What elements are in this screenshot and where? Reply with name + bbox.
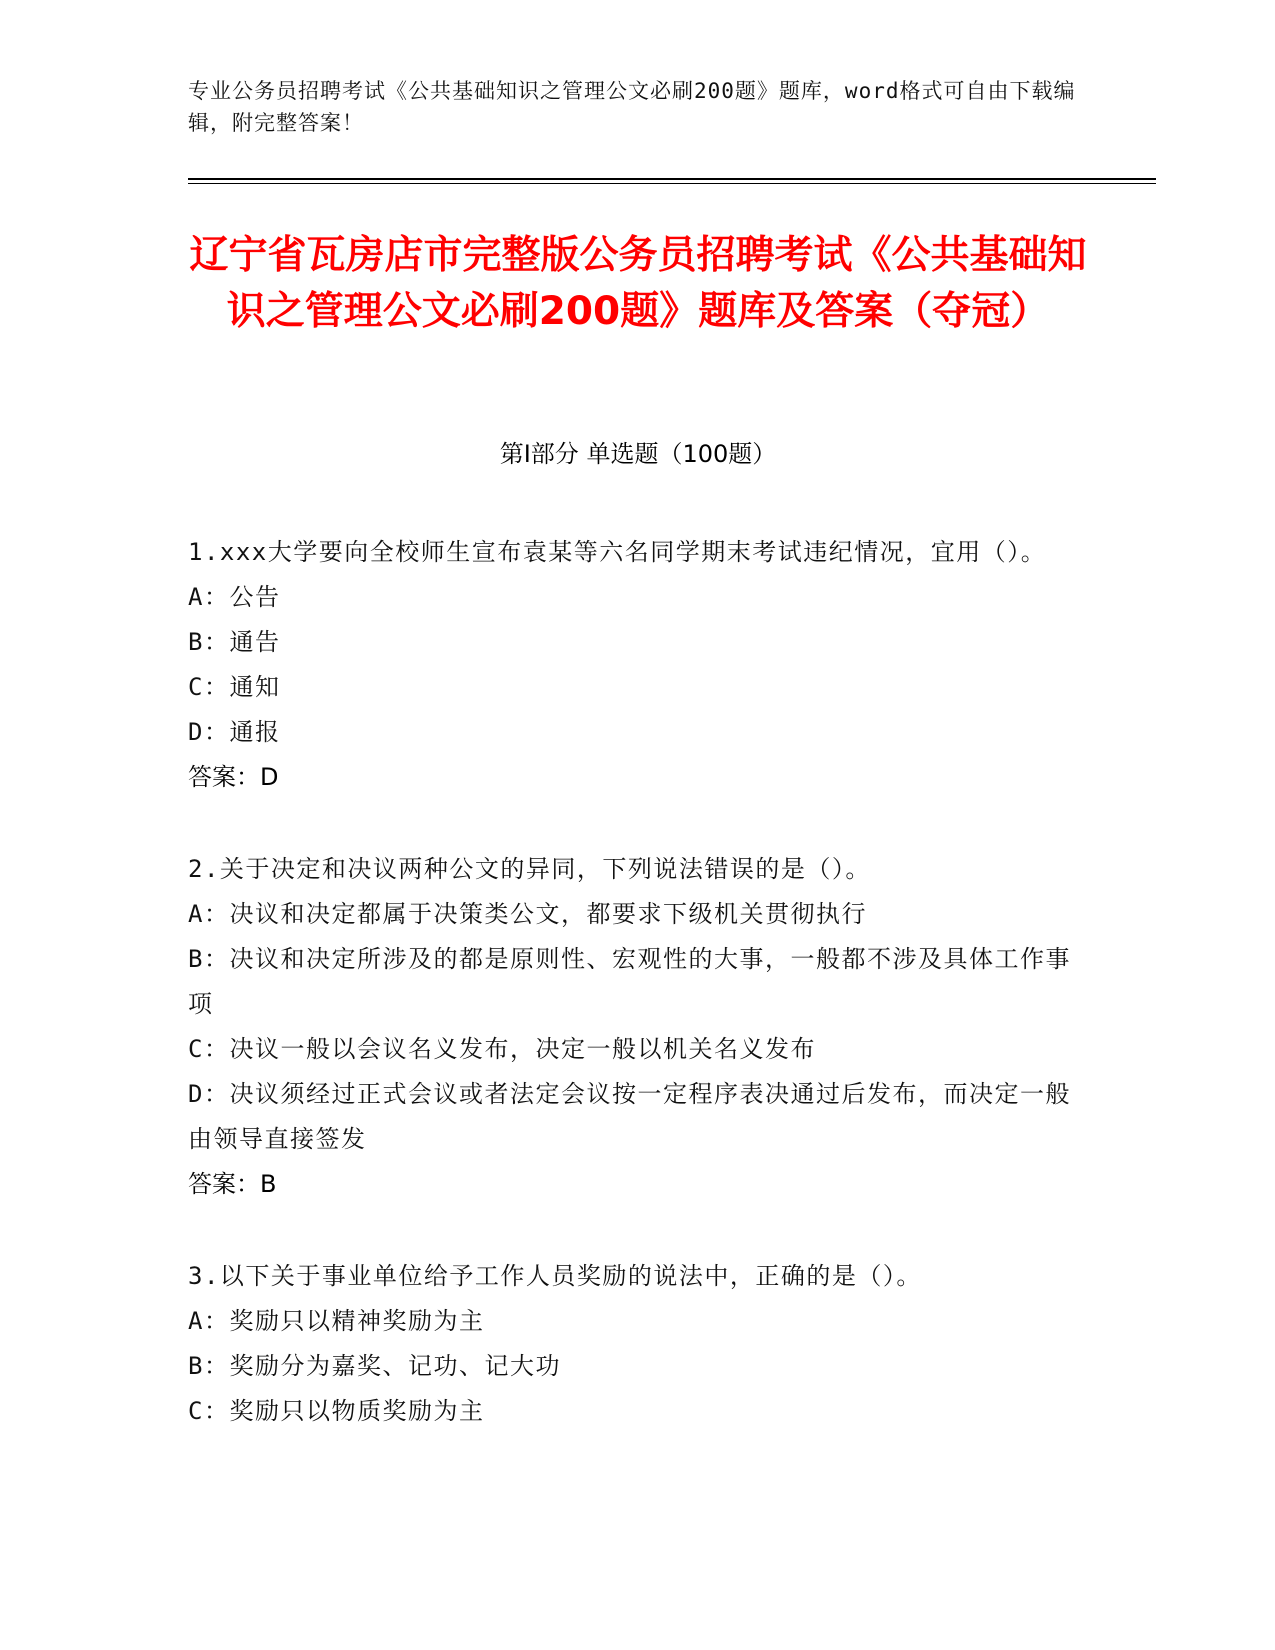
option-d: D：决议须经过正式会议或者法定会议按一定程序表决通过后发布，而决定一般由领导直接签发 xyxy=(188,1080,1071,1153)
option-c: C：奖励只以物质奖励为主 xyxy=(188,1397,485,1425)
header-rule-thick xyxy=(188,178,1156,180)
answer-line: 答案：B xyxy=(188,1170,277,1198)
answer-line: 答案：D xyxy=(188,763,279,791)
question-1 xyxy=(188,530,1088,800)
option-b: B：通告 xyxy=(188,628,281,656)
option-c: C：通知 xyxy=(188,673,281,701)
question-stem: 1.xxx大学要向全校师生宣布袁某等六名同学期末考试违纪情况，宜用（）。 xyxy=(188,538,1047,566)
option-b: B：奖励分为嘉奖、记功、记大功 xyxy=(188,1352,561,1380)
option-c: C：决议一般以会议名义发布，决定一般以机关名义发布 xyxy=(188,1035,816,1063)
header-rule-thin xyxy=(188,183,1156,184)
option-d: D：通报 xyxy=(188,718,281,746)
option-a: A：决议和决定都属于决策类公文，都要求下级机关贯彻执行 xyxy=(188,900,867,928)
question-stem: 3.以下关于事业单位给予工作人员奖励的说法中，正确的是（）。 xyxy=(188,1262,922,1290)
header-note: 专业公务员招聘考试《公共基础知识之管理公文必刷200题》题库，word格式可自由下载编辑，附完整答案！ xyxy=(188,79,1076,135)
section-title: 第Ⅰ部分 单选题（100题） xyxy=(499,440,777,468)
option-a: A：公告 xyxy=(188,583,281,611)
question-list xyxy=(188,530,1088,1481)
option-a: A：奖励只以精神奖励为主 xyxy=(188,1307,485,1335)
question-stem: 2.关于决定和决议两种公文的异同，下列说法错误的是（）。 xyxy=(188,855,871,883)
option-b: B：决议和决定所涉及的都是原则性、宏观性的大事，一般都不涉及具体工作事项 xyxy=(188,945,1071,1018)
question-2 xyxy=(188,847,1088,1207)
document-title: 辽宁省瓦房店市完整版公务员招聘考试《公共基础知识之管理公文必刷200题》题库及答案（夺冠） xyxy=(189,233,1087,334)
question-3 xyxy=(188,1254,1088,1434)
